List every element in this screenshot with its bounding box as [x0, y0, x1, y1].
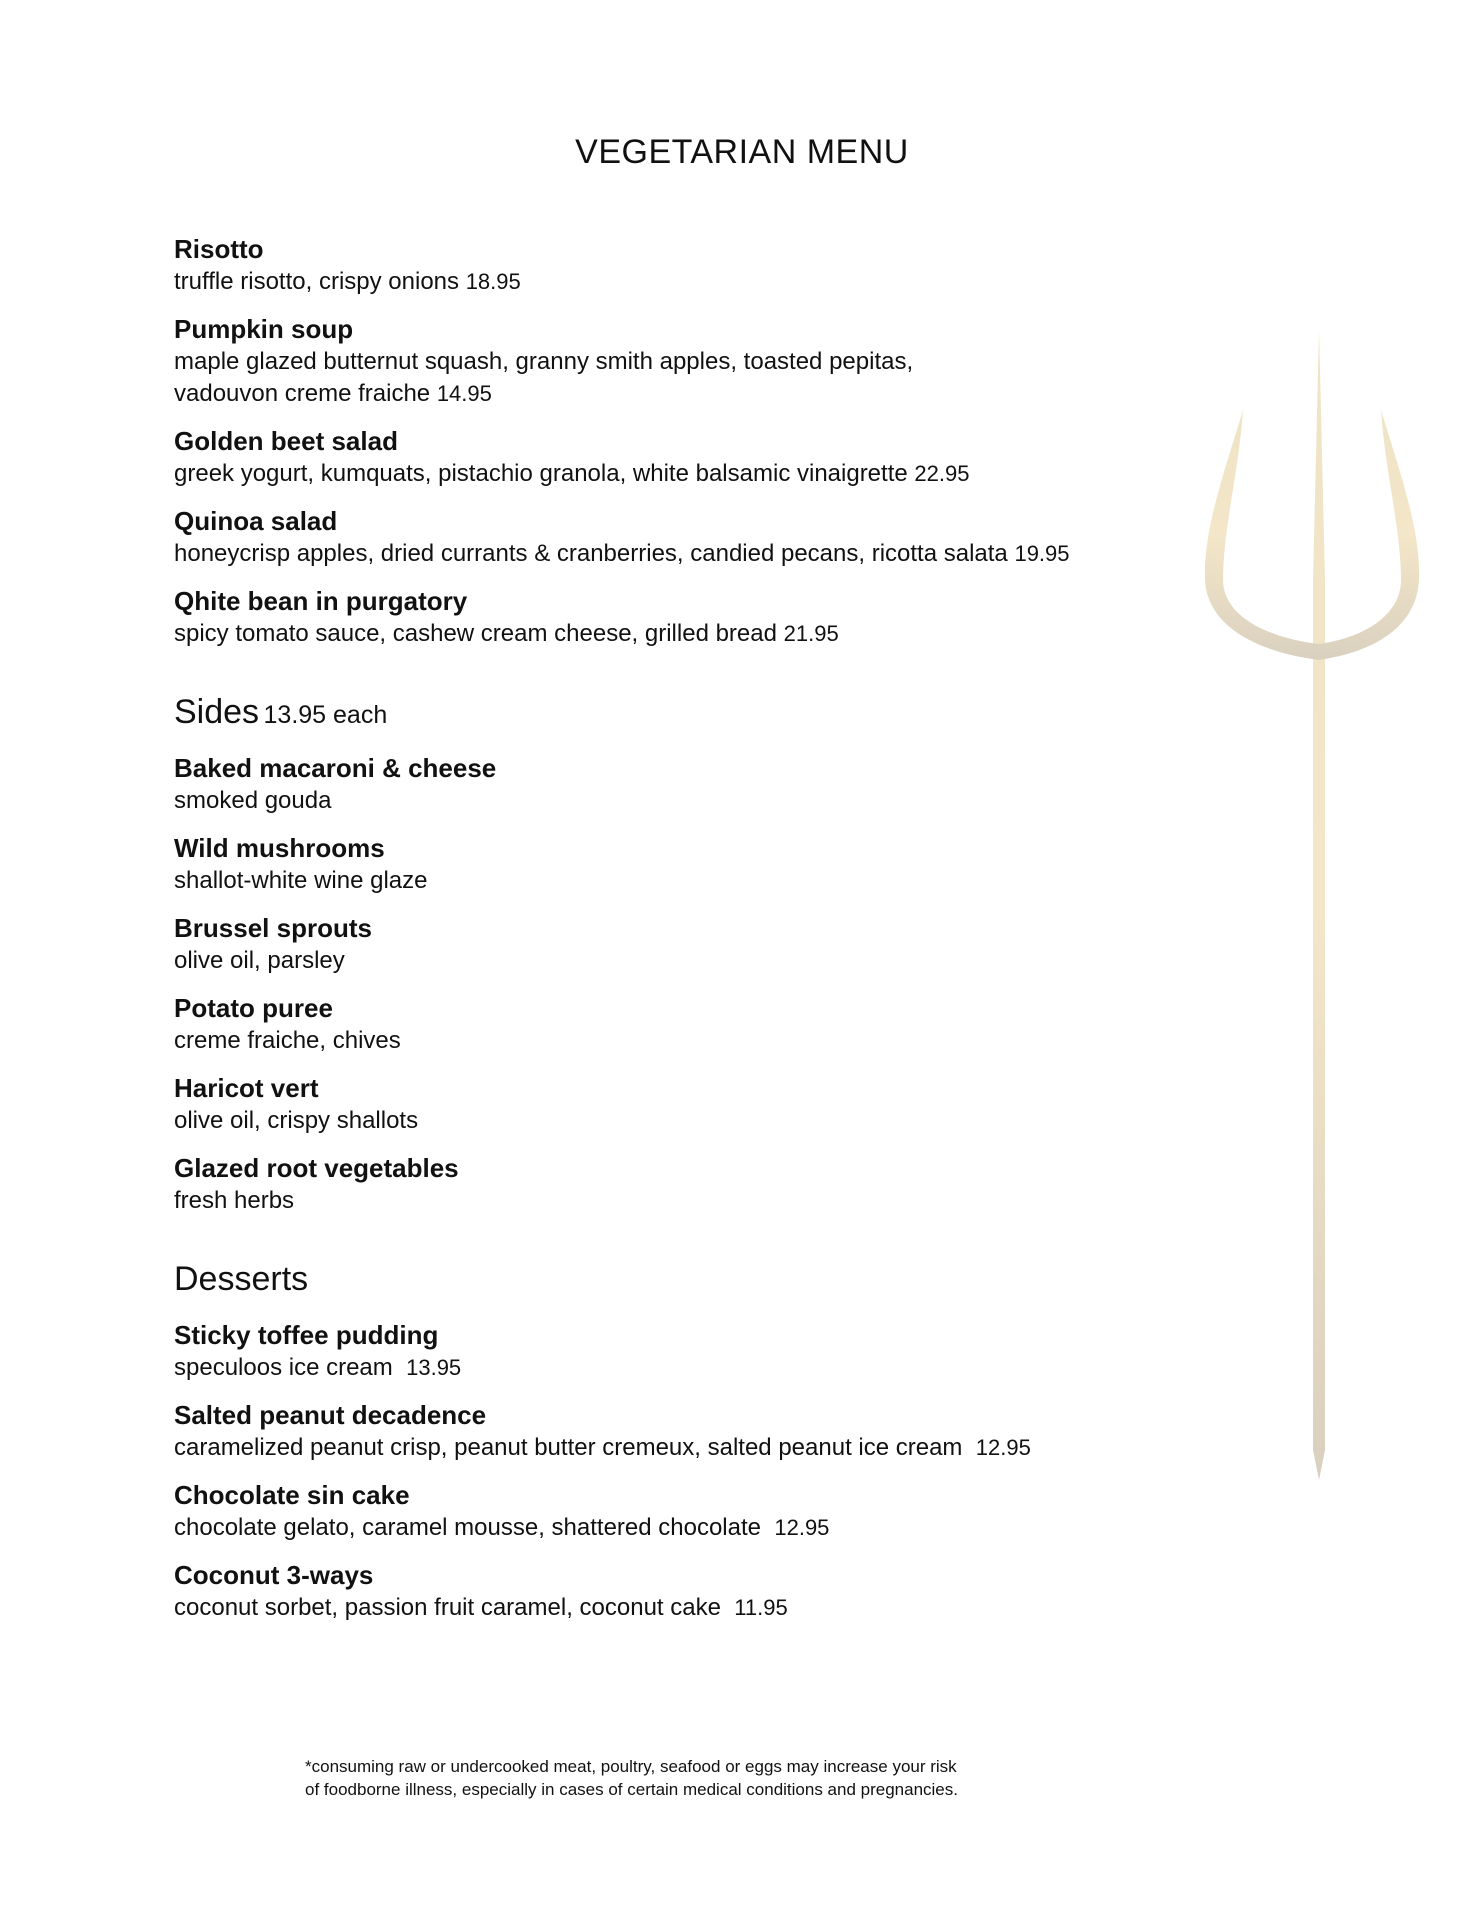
item-name: Pumpkin soup — [174, 314, 354, 344]
menu-item — [174, 831, 1134, 897]
item-name: Baked macaroni & cheese — [174, 753, 497, 783]
item-description: honeycrisp apples, dried currants & cranberries, candied pecans, ricotta salata 19.95 — [174, 540, 1070, 567]
menu-item — [174, 1151, 1134, 1217]
item-name: Qhite bean in purgatory — [174, 586, 468, 616]
item-price: 12.95 — [975, 1435, 1031, 1460]
item-name: Coconut 3-ways — [174, 1560, 374, 1590]
disclaimer-line: *consuming raw or undercooked meat, poultry, seafood or eggs may increase your risk — [305, 1757, 957, 1776]
item-name: Salted peanut decadence — [174, 1400, 487, 1430]
item-description: vadouvon creme fraiche 14.95 — [174, 380, 492, 407]
item-name: Chocolate sin cake — [174, 1480, 410, 1510]
trident-icon — [1195, 330, 1435, 1480]
item-price: 19.95 — [1014, 541, 1070, 566]
item-description: spicy tomato sauce, cashew cream cheese, grilled bread 21.95 — [174, 620, 839, 647]
item-description: creme fraiche, chives — [174, 1027, 401, 1054]
menu-item — [174, 1558, 1134, 1624]
item-price: 21.95 — [783, 621, 839, 646]
item-price: 12.95 — [774, 1515, 830, 1540]
menu-title: VEGETARIAN MENU — [575, 133, 909, 171]
item-description: shallot-white wine glaze — [174, 867, 428, 894]
menu-item — [174, 1071, 1134, 1137]
item-name: Risotto — [174, 234, 264, 264]
item-price: 22.95 — [914, 461, 970, 486]
item-description: truffle risotto, crispy onions 18.95 — [174, 268, 521, 295]
item-name: Sticky toffee pudding — [174, 1320, 439, 1350]
item-name: Potato puree — [174, 993, 333, 1023]
menu-item — [174, 1398, 1134, 1464]
item-name: Brussel sprouts — [174, 913, 372, 943]
item-description: chocolate gelato, caramel mousse, shattered chocolate 12.95 — [174, 1514, 830, 1541]
item-description: olive oil, parsley — [174, 947, 345, 974]
item-name: Wild mushrooms — [174, 833, 385, 863]
section-price-note: 13.95 each — [263, 701, 388, 729]
item-description: greek yogurt, kumquats, pistachio granola, white balsamic vinaigrette 22.95 — [174, 460, 970, 487]
item-name: Haricot vert — [174, 1073, 319, 1103]
item-description: fresh herbs — [174, 1187, 295, 1214]
section-title: Desserts — [174, 1260, 309, 1298]
item-name: Glazed root vegetables — [174, 1153, 459, 1183]
item-price: 18.95 — [465, 269, 521, 294]
item-description: speculoos ice cream 13.95 — [174, 1354, 462, 1381]
item-price: 14.95 — [436, 381, 492, 406]
menu-item — [174, 1318, 1134, 1384]
menu-item — [174, 232, 1134, 298]
item-name: Quinoa salad — [174, 506, 338, 536]
item-description: coconut sorbet, passion fruit caramel, coconut cake 11.95 — [174, 1594, 788, 1621]
item-description: caramelized peanut crisp, peanut butter cremeux, salted peanut ice cream 12.95 — [174, 1434, 1031, 1461]
menu-item — [174, 991, 1134, 1057]
menu-item — [174, 424, 1134, 490]
sides-heading — [174, 690, 1134, 741]
menu-item — [174, 751, 1134, 817]
item-price: 11.95 — [734, 1595, 788, 1620]
menu-item — [174, 1478, 1134, 1544]
food-safety-disclaimer — [305, 1755, 1065, 1801]
desserts-heading — [174, 1257, 1134, 1308]
item-description: smoked gouda — [174, 787, 332, 814]
disclaimer-line: of foodborne illness, especially in cases of certain medical conditions and pregnancies. — [305, 1780, 958, 1799]
menu-item — [174, 911, 1134, 977]
menu-item — [174, 504, 1134, 570]
section-title: Sides — [174, 693, 260, 731]
menu-item — [174, 312, 1134, 410]
item-description: olive oil, crispy shallots — [174, 1107, 419, 1134]
item-price: 13.95 — [406, 1355, 462, 1380]
menu-item — [174, 584, 1134, 650]
menu-body — [174, 232, 1134, 1638]
item-name: Golden beet salad — [174, 426, 398, 456]
item-description: maple glazed butternut squash, granny smith apples, toasted pepitas, — [174, 348, 914, 375]
